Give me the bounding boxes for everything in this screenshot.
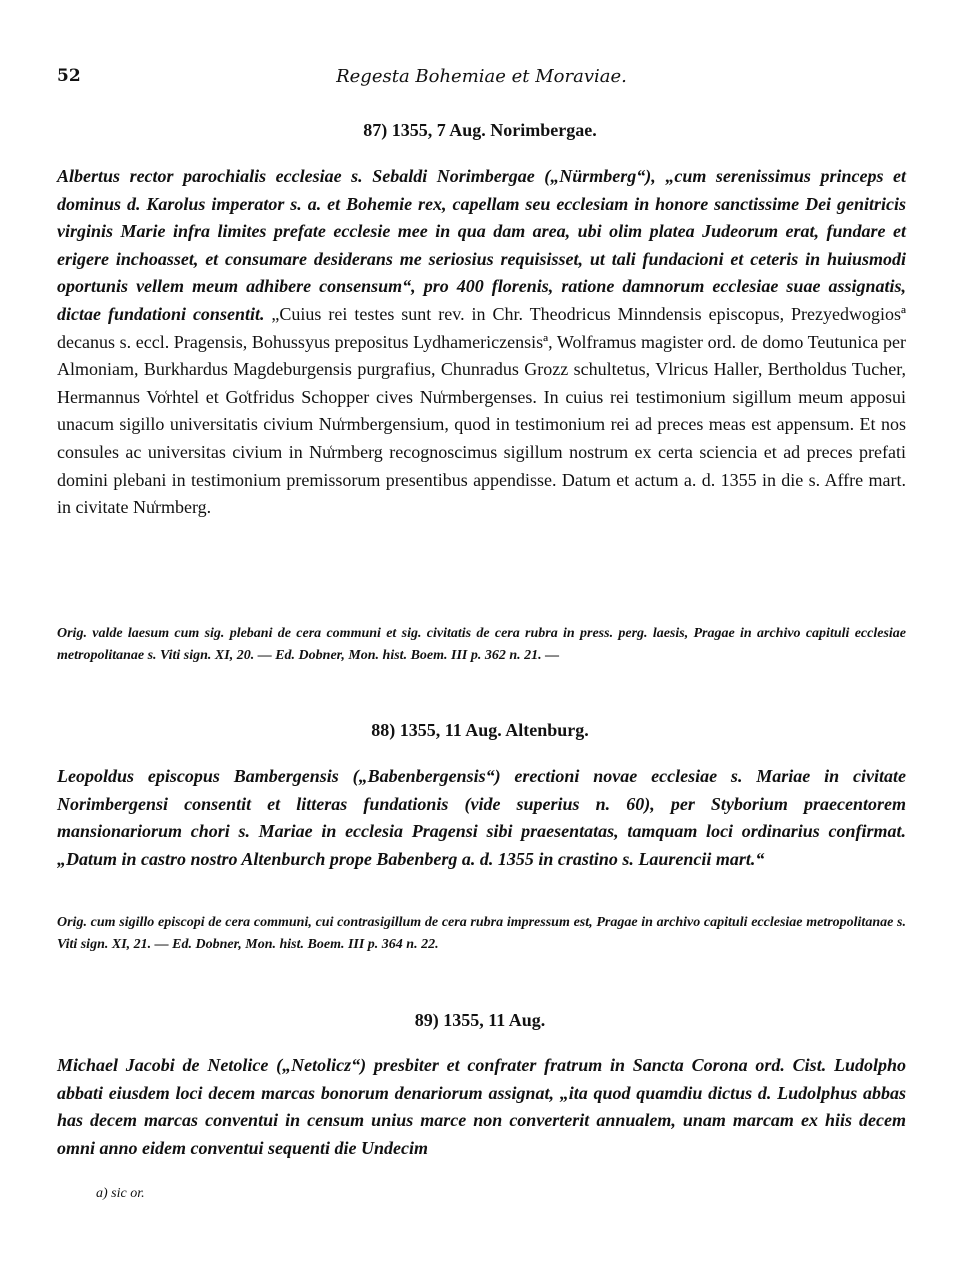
entry-89-text	[57, 1052, 906, 1162]
entry-88-regest: Leopoldus episcopus Bambergensis („Babenbergensis“) erectioni novae ecclesiae s. Mariae in civitate Norimbergensi consentit et litteras fundationis (vide superius n. 60), per Styborium praecentorem mansionariorum chori s. Mariae in ecclesia Pragensi sibi praesentatas, tamquam loci ordinarius confirmat. „Datum in castro nostro Altenburch prope Babenberg a. d. 1355 in crastino s. Laurencii mart.“	[57, 766, 906, 869]
entry-87-heading: 87) 1355, 7 Aug. Norimbergae.	[363, 120, 597, 140]
entry-87-quote: „Cuius rei testes sunt rev. in Chr. Theodricus Minndensis episcopus, Prezyedwogiosª decanus s. eccl. Pragensis, Bohussyus prepositus Lydhamericzensisª, Wolframus magister ord. de domo Teutunica per Almoniam, Burkhardus Magdeburgensis purgrafius, Chunradus Grozz schultetus, Vlricus Haller, Bertholdus Tucher, Hermannus Vo͑rhtel et Go͑tfridus Schopper cives Nu͑rmbergenses. In cuius rei testimonium sigillum meum apposui unacum sigillo universitatis civium Nu͑rmbergensium, quod in testimonium rei ad preces meas est appensum. Et nos consules ac universitas civium in Nu͑rmberg recognoscimus sigillum nostrum ex certa sciencia et ad preces prefati domini plebani in testimonium premissorum presentibus appendisse. Datum et actum a. d. 1355 in die s. Affre mart. in civitate Nu͑rmberg.	[57, 303, 906, 518]
entry-87-text	[57, 163, 906, 522]
page-number: 52	[57, 66, 81, 86]
entry-88-note-text: Orig. cum sigillo episcopi de cera communi, cui contrasigillum de cera rubra impressum est, Pragae in archivo capituli ecclesiae metropolitanae s. Viti sign. XI, 21. — Ed. Dobner, Mon. hist. Boem. III p. 364 n. 22.	[57, 915, 906, 952]
entry-88-heading: 88) 1355, 11 Aug. Altenburg.	[371, 720, 589, 740]
entry-89-regest: Michael Jacobi de Netolice („Netolicz“) presbiter et confrater fratrum in Sancta Corona ord. Cist. Ludolpho abbati eiusdem loci decem marcas bonorum denariorum assignat, „ita quod quamdiu dictus d. Ludolphus abbas has decem marcas conventui in censum unius marce non converterit annualem, unam marcam ex hiis decem omni anno eidem conventui sequenti die Undecim	[57, 1055, 906, 1158]
running-title: Regesta Bohemiae et Moraviae.	[336, 66, 627, 87]
entry-88-text	[57, 763, 906, 873]
entry-87-body	[57, 163, 906, 522]
page-header	[57, 66, 906, 90]
entry-89-heading: 89) 1355, 11 Aug.	[414, 1010, 546, 1030]
entry-88-note	[57, 912, 906, 955]
entry-87-regest: Albertus rector parochialis ecclesiae s. Sebaldi Norimbergae („Nürmberg“), „cum serenissimus princeps et dominus d. Karolus imperator s. a. et Bohemie rex, capellam seu ecclesiam in honore sanctissime Dei genitricis virginis Marie infra limites prefate ecclesie mee in qua dam area, ubi olim platea Judeorum erat, fundare et erigere inchoasset, et consumare desiderans me seriosius requisisset, ut tali fundacioni et ceteris in huiusmodi oportunis vellem meum adhibere consensum“, pro 400 florenis, ratione damnorum ecclesiae suae assignatis, dictae fundationi consentit.	[57, 166, 906, 324]
entry-87-note-text: Orig. valde laesum cum sig. plebani de cera communi et sig. civitatis de cera rubra in press. perg. laesis, Pragae in archivo capituli ecclesiae metropolitanae s. Viti sign. XI, 20. — Ed. Dobner, Mon. hist. Boem. III p. 362 n. 21. —	[57, 626, 906, 663]
entry-89-body	[57, 1052, 906, 1162]
footnote: a) sic or.	[96, 1186, 145, 1201]
entry-88-body	[57, 763, 906, 873]
entry-87-note	[57, 623, 906, 666]
